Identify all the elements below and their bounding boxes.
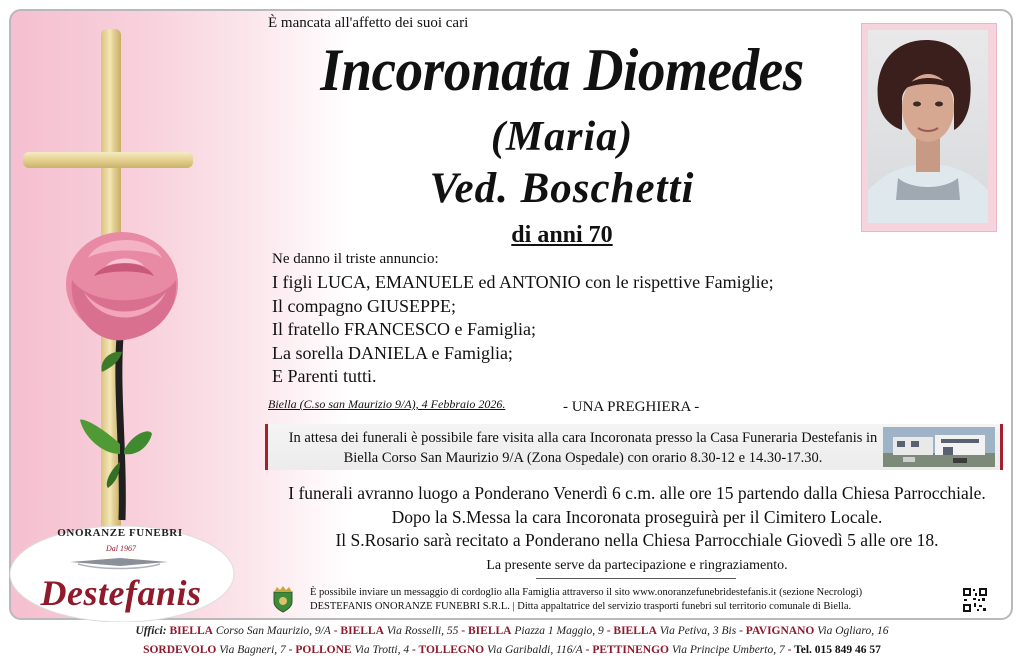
footer-office-address: Via Petiva, 3 Bis	[659, 625, 737, 637]
footer-separator: -	[285, 644, 296, 656]
footer-offices-row-2	[0, 644, 1024, 656]
funeral-home-photo	[883, 427, 995, 467]
logo-since-text: Dal 1967	[106, 544, 136, 553]
qr-code-icon[interactable]	[962, 587, 988, 613]
portrait-photo	[868, 30, 988, 223]
footer-office-city: BIELLA	[169, 625, 213, 637]
footer-separator: -	[330, 625, 341, 637]
footer-office-city: BIELLA	[340, 625, 384, 637]
footer-office-city: BIELLA	[613, 625, 657, 637]
condolence-line: È possibile inviare un messaggio di cordoglio alla Famiglia attraverso il sito www.onoranzefunebridestefanis.it (sezione Necrologi)	[310, 587, 863, 598]
family-line: I figli LUCA, EMANUELE ed ANTONIO con le rispettive Famiglie;	[272, 272, 774, 292]
footer-office-address: Piazza 1 Maggio, 9	[514, 625, 604, 637]
footer-separator: -	[736, 625, 746, 637]
footer-separator: -	[458, 625, 469, 637]
footer-office-address: Via Principe Umberto, 7	[671, 644, 785, 656]
funeral-line: Dopo la S.Messa la cara Incoronata proseguirà per il Cimitero Locale.	[391, 506, 883, 527]
place-date: Biella (C.so san Maurizio 9/A), 4 Febbraio 2026.	[268, 397, 506, 411]
footer-office-address: Via Rosselli, 55	[386, 625, 459, 637]
footer-office-city: PETTINENGO	[592, 644, 669, 656]
footer-office-address: Corso San Maurizio, 9/A	[215, 625, 331, 637]
visiting-notice-text: In attesa dei funerali è possibile fare visita alla cara Incoronata presso la Casa Funeraria Destefanis in Biella Corso San Maurizio 9/A (Zona Ospedale) con orario 8.30-12 e 14.30-17.30.	[288, 430, 878, 466]
intro-line: È mancata all'affetto dei suoi cari	[268, 15, 469, 31]
widow-of: Ved. Boschetti	[429, 165, 695, 212]
family-line: Il compagno GIUSEPPE;	[272, 295, 456, 316]
condolence-info	[310, 586, 862, 614]
family-line: Il fratello FRANCESCO e Famiglia;	[272, 319, 536, 339]
family-line: E Parenti tutti.	[272, 366, 377, 386]
announcement-intro: Ne danno il triste annuncio:	[272, 251, 439, 267]
family-list	[272, 271, 774, 389]
footer-office-address: Via Trotti, 4	[354, 644, 410, 656]
footer-office-city: SORDEVOLO	[143, 644, 217, 656]
prayer-heading: - UNA PREGHIERA -	[563, 399, 700, 415]
rose-icon	[54, 222, 204, 522]
footer-office-city: PAVIGNANO	[745, 625, 815, 637]
footer-separator: -	[603, 625, 614, 637]
thanks-line: La presente serve da partecipazione e ringraziamento.	[486, 558, 788, 573]
footer-telephone: Tel. 015 849 46 57	[794, 644, 881, 656]
footer-office-city: TOLLEGNO	[418, 644, 485, 656]
company-line: DESTEFANIS ONORANZE FUNEBRI S.R.L. | Ditta appaltatrice del servizio trasporti funebri sul territorio comunale di Biella.	[310, 601, 852, 612]
funeral-line: I funerali avranno luogo a Ponderano Venerdì 6 c.m. alle ore 15 partendo dalla Chiesa Parrocchiale.	[288, 483, 986, 503]
footer-office-address: Via Ogliaro, 16	[817, 625, 889, 637]
municipal-crest-icon	[268, 584, 298, 614]
visiting-notice	[265, 424, 1003, 470]
divider	[536, 578, 736, 579]
deceased-nickname: (Maria)	[490, 114, 634, 160]
footer-offices-label: Uffici:	[135, 625, 167, 637]
logo-name: Destefanis	[40, 573, 202, 613]
footer-office-address: Via Garibaldi, 116/A	[486, 644, 583, 656]
funeral-line: Il S.Rosario sarà recitato a Ponderano nella Chiesa Parrocchiale Giovedì 5 alle ore 18.	[335, 530, 939, 550]
footer-separator: -	[784, 644, 795, 656]
footer-separator: -	[409, 644, 419, 656]
footer-office-city: POLLONE	[295, 644, 352, 656]
deceased-age: di anni 70	[511, 222, 613, 248]
deceased-name: Incoronata Diomedes	[320, 37, 804, 103]
funeral-details	[262, 482, 1012, 553]
footer-office-city: BIELLA	[468, 625, 512, 637]
family-line: La sorella DANIELA e Famiglia;	[272, 342, 513, 363]
cross-horizontal-beam	[23, 152, 193, 168]
footer-offices-row-1	[0, 625, 1024, 637]
footer-office-address: Via Bagneri, 7	[219, 644, 286, 656]
logo-top-text: ONORANZE FUNEBRI	[57, 527, 183, 539]
footer-separator: -	[582, 644, 593, 656]
